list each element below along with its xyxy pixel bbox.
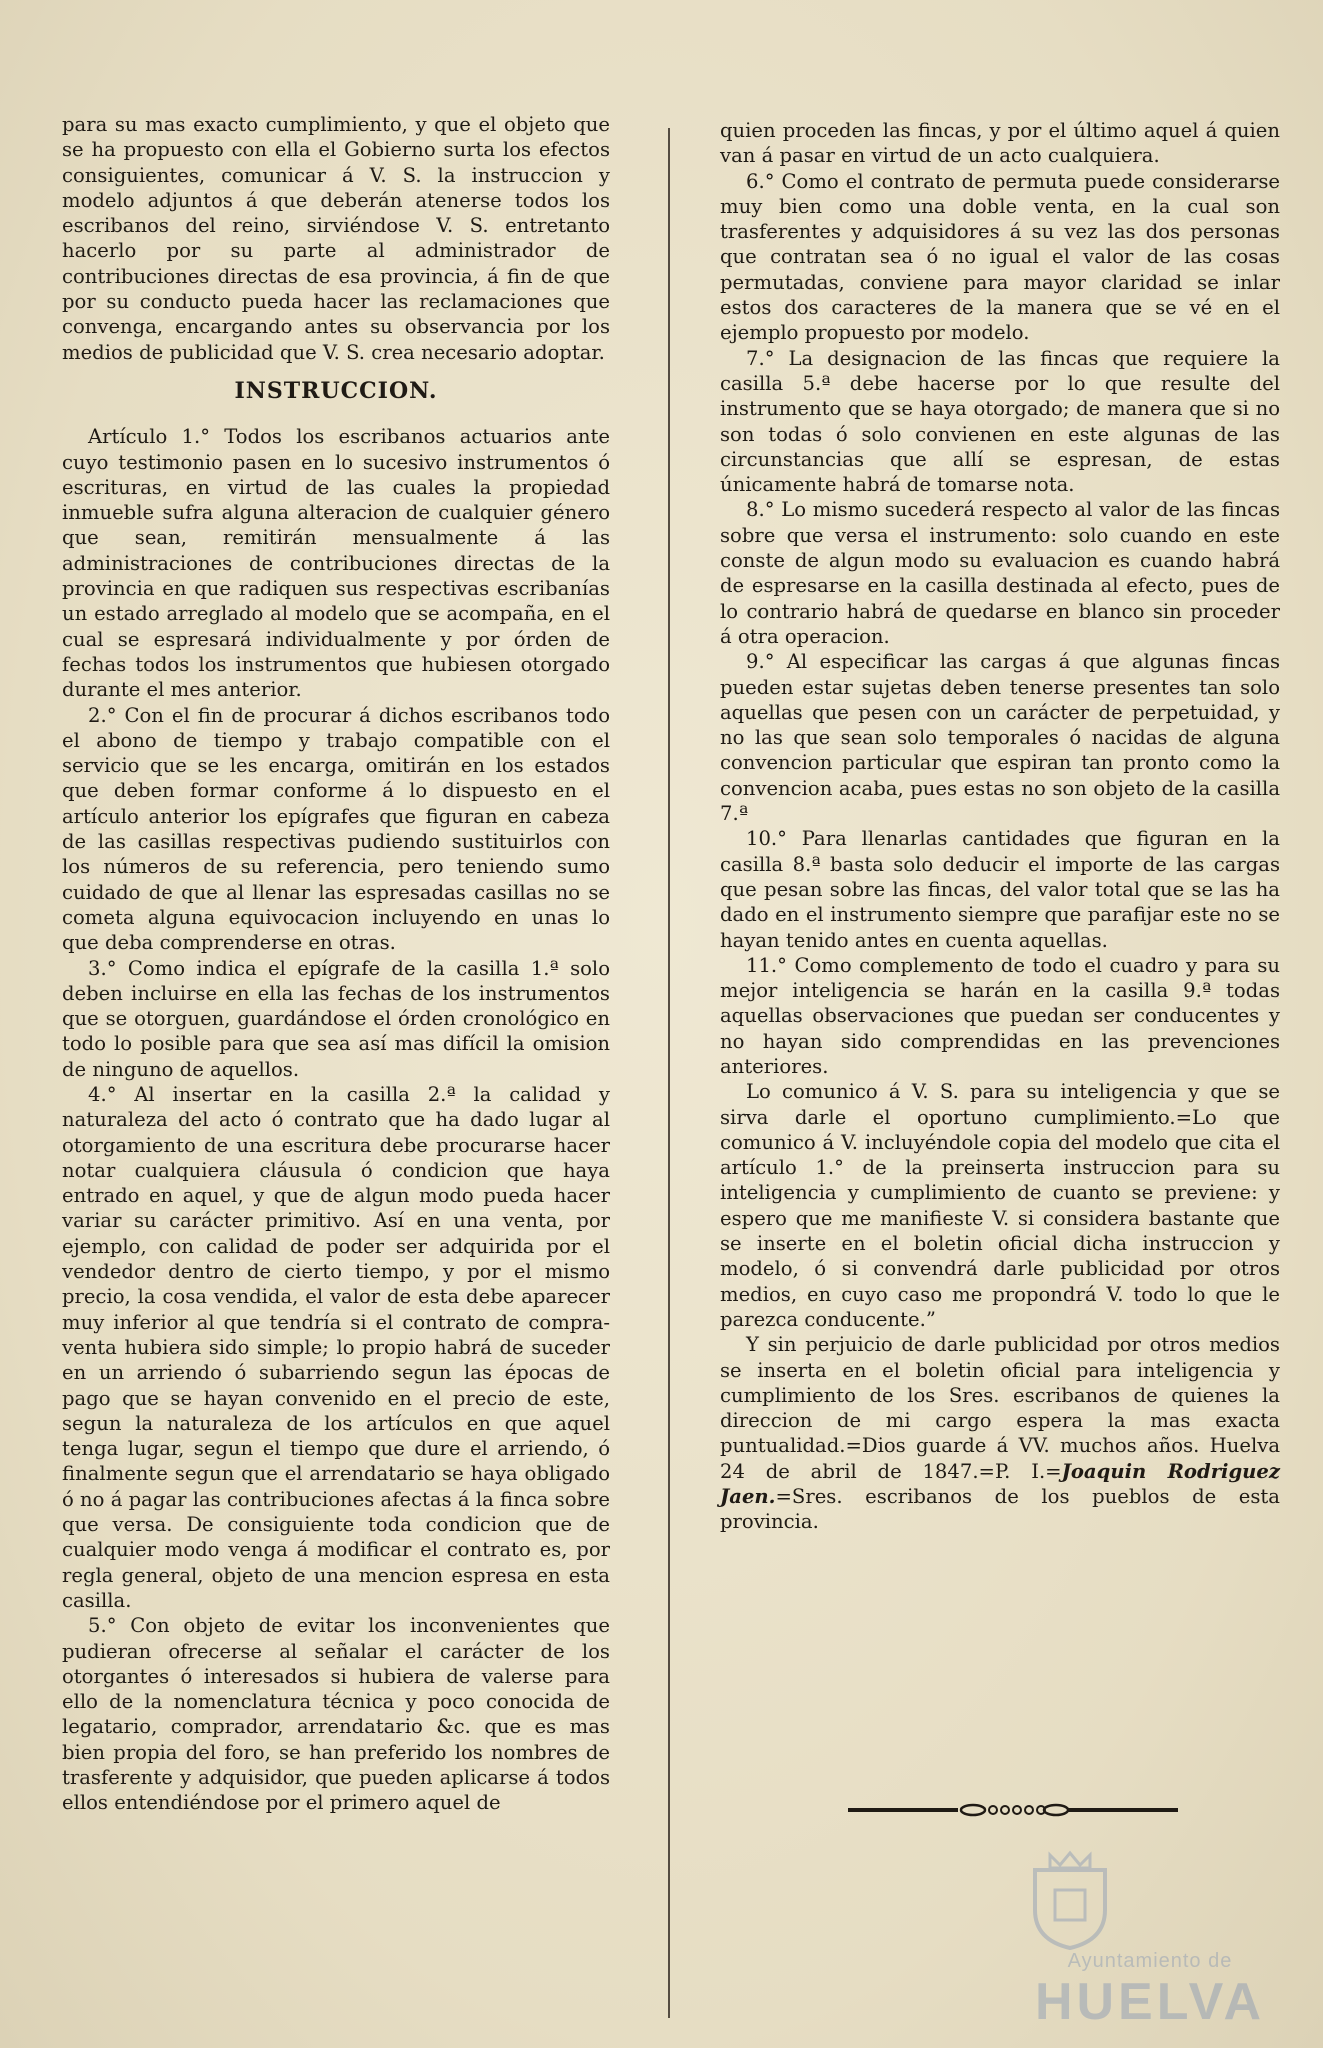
article-5: 5.° Con objeto de evitar los inconvenientes que pudieran ofrecerse al señalar el carácter de los otorgantes ó interesados si hubiera de valerse para ello de la nomenclatura técnica y poco conocida de legatario, comprador, arrendatario &c. que es mas bien propia del foro, se han preferido los nombres de trasferente y adquisidor, que pueden aplicarse á todos ellos entendiéndose por el primero aquel de [62,1614,610,1815]
article-1: Artículo 1.° Todos los escribanos actuarios ante cuyo testimonio pasen en lo sucesivo instrumentos ó escrituras, en virtud de las cuales la propiedad inmueble sufra alguna alteracion de cualquier género que sean, remitirán mensualmente á las administraciones de contribuciones directas de la provincia en que radiquen sus respectivas escribanías un estado arreglado al modelo que se acompaña, en el cual se espresará individualmente y por órden de fechas todos los instrumentos que hubiesen otorgado durante el mes anterior. [62,425,610,702]
ornament-divider-icon [848,1800,1178,1820]
article-10: 10.° Para llenarlas cantidades que figuran en la casilla 8.ª basta solo deducir el importe de las cargas que pesan sobre las fincas, del valor total que se las ha dado en el instrumento siempre que parafijar este no se hayan tenido antes en cuenta aquellas. [720,827,1280,952]
article-4: 4.° Al insertar en la casilla 2.ª la calidad y naturaleza del acto ó contrato que ha dado lugar al otorgamiento de una escritura debe procurarse hacer notar cualquiera cláusula ó condicion que haya entrado en aquel, y que de algun modo pueda hacer variar su carácter primitivo. Así en una venta, por ejemplo, con calidad de poder ser adquirida por el vendedor dentro de cierto tiempo, y por el mismo precio, la cosa vendida, el valor de esta debe aparecer muy inferior al que tendría si el contrato de compra-venta hubiera sido simple; lo propio habrá de suceder en un arriendo ó subarriendo segun las épocas de pago que se hayan convenido en el precio de este, segun la naturaleza de los artículos en que aquel tenga lugar, segun el tiempo que dure el arriendo, ó finalmente segun que el arrendatario se haya obligado ó no á pagar las contribuciones afectas á la finca sobre que versa. De consiguiente toda condicion que de cualquier modo venga á modificar el contrato es, por regla general, objeto de una mencion espresa en esta casilla. [62,1082,610,1612]
closing-text: Y sin perjuicio de darle publicidad por otros medios se inserta en el boletin oficial para inteligencia y cumplimiento de los Sres. escribanos de quienes la direccion de mi cargo espera la mas exacta puntualidad.=Dios guarde á VV. muchos años. Huelva 24 de abril de 1847.=P. I.= [720,1333,1280,1483]
comunico-paragraph: Lo comunico á V. S. para su inteligencia y que se sirva darle el oportuno cumplimiento.=Lo que comunico á V. incluyéndole copia del modelo que cita el artículo 1.° de la preinserta instruccion para su inteligencia y cumplimiento de cuanto se previene: y espero que me manifieste V. si considera bastante que se inserte en el boletin oficial dicha instruccion y modelo, ó si convendrá darle publicidad por otros medios, en cuyo caso me propondrá V. todo lo que le parezca conducente.” [720,1080,1280,1331]
article-7: 7.° La designacion de las fincas que requiere la casilla 5.ª debe hacerse por lo que resulte del instrumento que se haya otorgado; de manera que si no son todas ó solo convienen en este algunas de las circunstancias que allí se espresan, de estas únicamente habrá de tomarse nota. [720,346,1280,497]
watermark-line-2: HUELVA [1034,1973,1266,2031]
signature: Joaquin Rodriguez Jaen. [720,1459,1280,1509]
article-8: 8.° Lo mismo sucederá respecto al valor de las fincas sobre que versa el instrumento: solo cuando en este conste de algun modo su evaluacion es cuando habrá de espresarse en la casilla destinada al efecto, pues de lo contrario habrá de quedarse en blanco sin proceder á otra operacion. [720,498,1280,648]
column-divider [668,128,670,2018]
closing-paragraph [720,1332,1280,1534]
continuation-paragraph: quien proceden las fincas, y por el último aquel á quien van á pasar en virtud de un acto cualquiera. [720,119,1280,168]
article-11: 11.° Como complemento de todo el cuadro y para su mejor inteligencia se harán en la casilla 9.ª todas aquellas observaciones que puedan ser conducentes y no hayan sido comprendidas en las prevenciones anteriores. [720,953,1280,1078]
left-column [62,112,610,1816]
watermark-line-1: Ayuntamiento de [1067,1950,1233,1972]
watermark-seal [1010,1850,1290,2040]
article-6: 6.° Como el contrato de permuta puede considerarse muy bien como una doble venta, en la cual son trasferentes y adquisidores á su vez las dos personas que contratan sea ó no igual el valor de las cosas permutadas, conviene para mayor claridad se inlar estos dos caracteres de la manera que se vé en el ejemplo propuesto por modelo. [720,169,1280,345]
right-column [720,118,1280,1535]
article-9: 9.° Al especificar las cargas á que algunas fincas pueden estar sujetas deben tenerse presentes tan solo aquellas que pesen con un carácter de perpetuidad, y no las que sean solo temporales ó nacidas de alguna convencion particular que espiran tan pronto como la convencion acaba, pues estas no son objeto de la casilla 7.ª [720,650,1280,826]
intro-paragraph: para su mas exacto cumplimiento, y que el objeto que se ha propuesto con ella el Gobierno surta los efectos consiguientes, comunicar á V. S. la instruccion y modelo adjuntos á que deberán atenerse todos los escribanos del reino, sirviéndose V. S. entretanto hacerlo por su parte al administrador de contribuciones directas de esa provincia, á fin de que por su conducto pueda hacer las reclamaciones que convenga, encargando antes su observancia por los medios de publicidad que V. S. crea necesario adoptar. [62,113,610,364]
section-heading: INSTRUCCION. [234,377,438,404]
article-3: 3.° Como indica el epígrafe de la casilla 1.ª solo deben incluirse en ella las fechas de los instrumentos que se otorguen, guardándose el órden cronológico en todo lo posible para que sea así mas difícil la omision de ninguno de aquellos. [62,956,610,1081]
closing-addressees: =Sres. escribanos de los pueblos de esta provincia. [720,1485,1280,1534]
crest-icon [1025,1850,1115,1950]
article-2: 2.° Con el fin de procurar á dichos escribanos todo el abono de tiempo y trabajo compatible con el servicio que se les encarga, omitirán en los estados que deben formar conforme á lo dispuesto en el artículo anterior los epígrafes que figuran en cabeza de las casillas respectivas pudiendo sustituirlos con los números de su referencia, pero teniendo sumo cuidado de que al llenar las espresadas casillas no se cometa alguna equivocacion incluyendo en unas lo que deba comprenderse en otras. [62,703,610,955]
